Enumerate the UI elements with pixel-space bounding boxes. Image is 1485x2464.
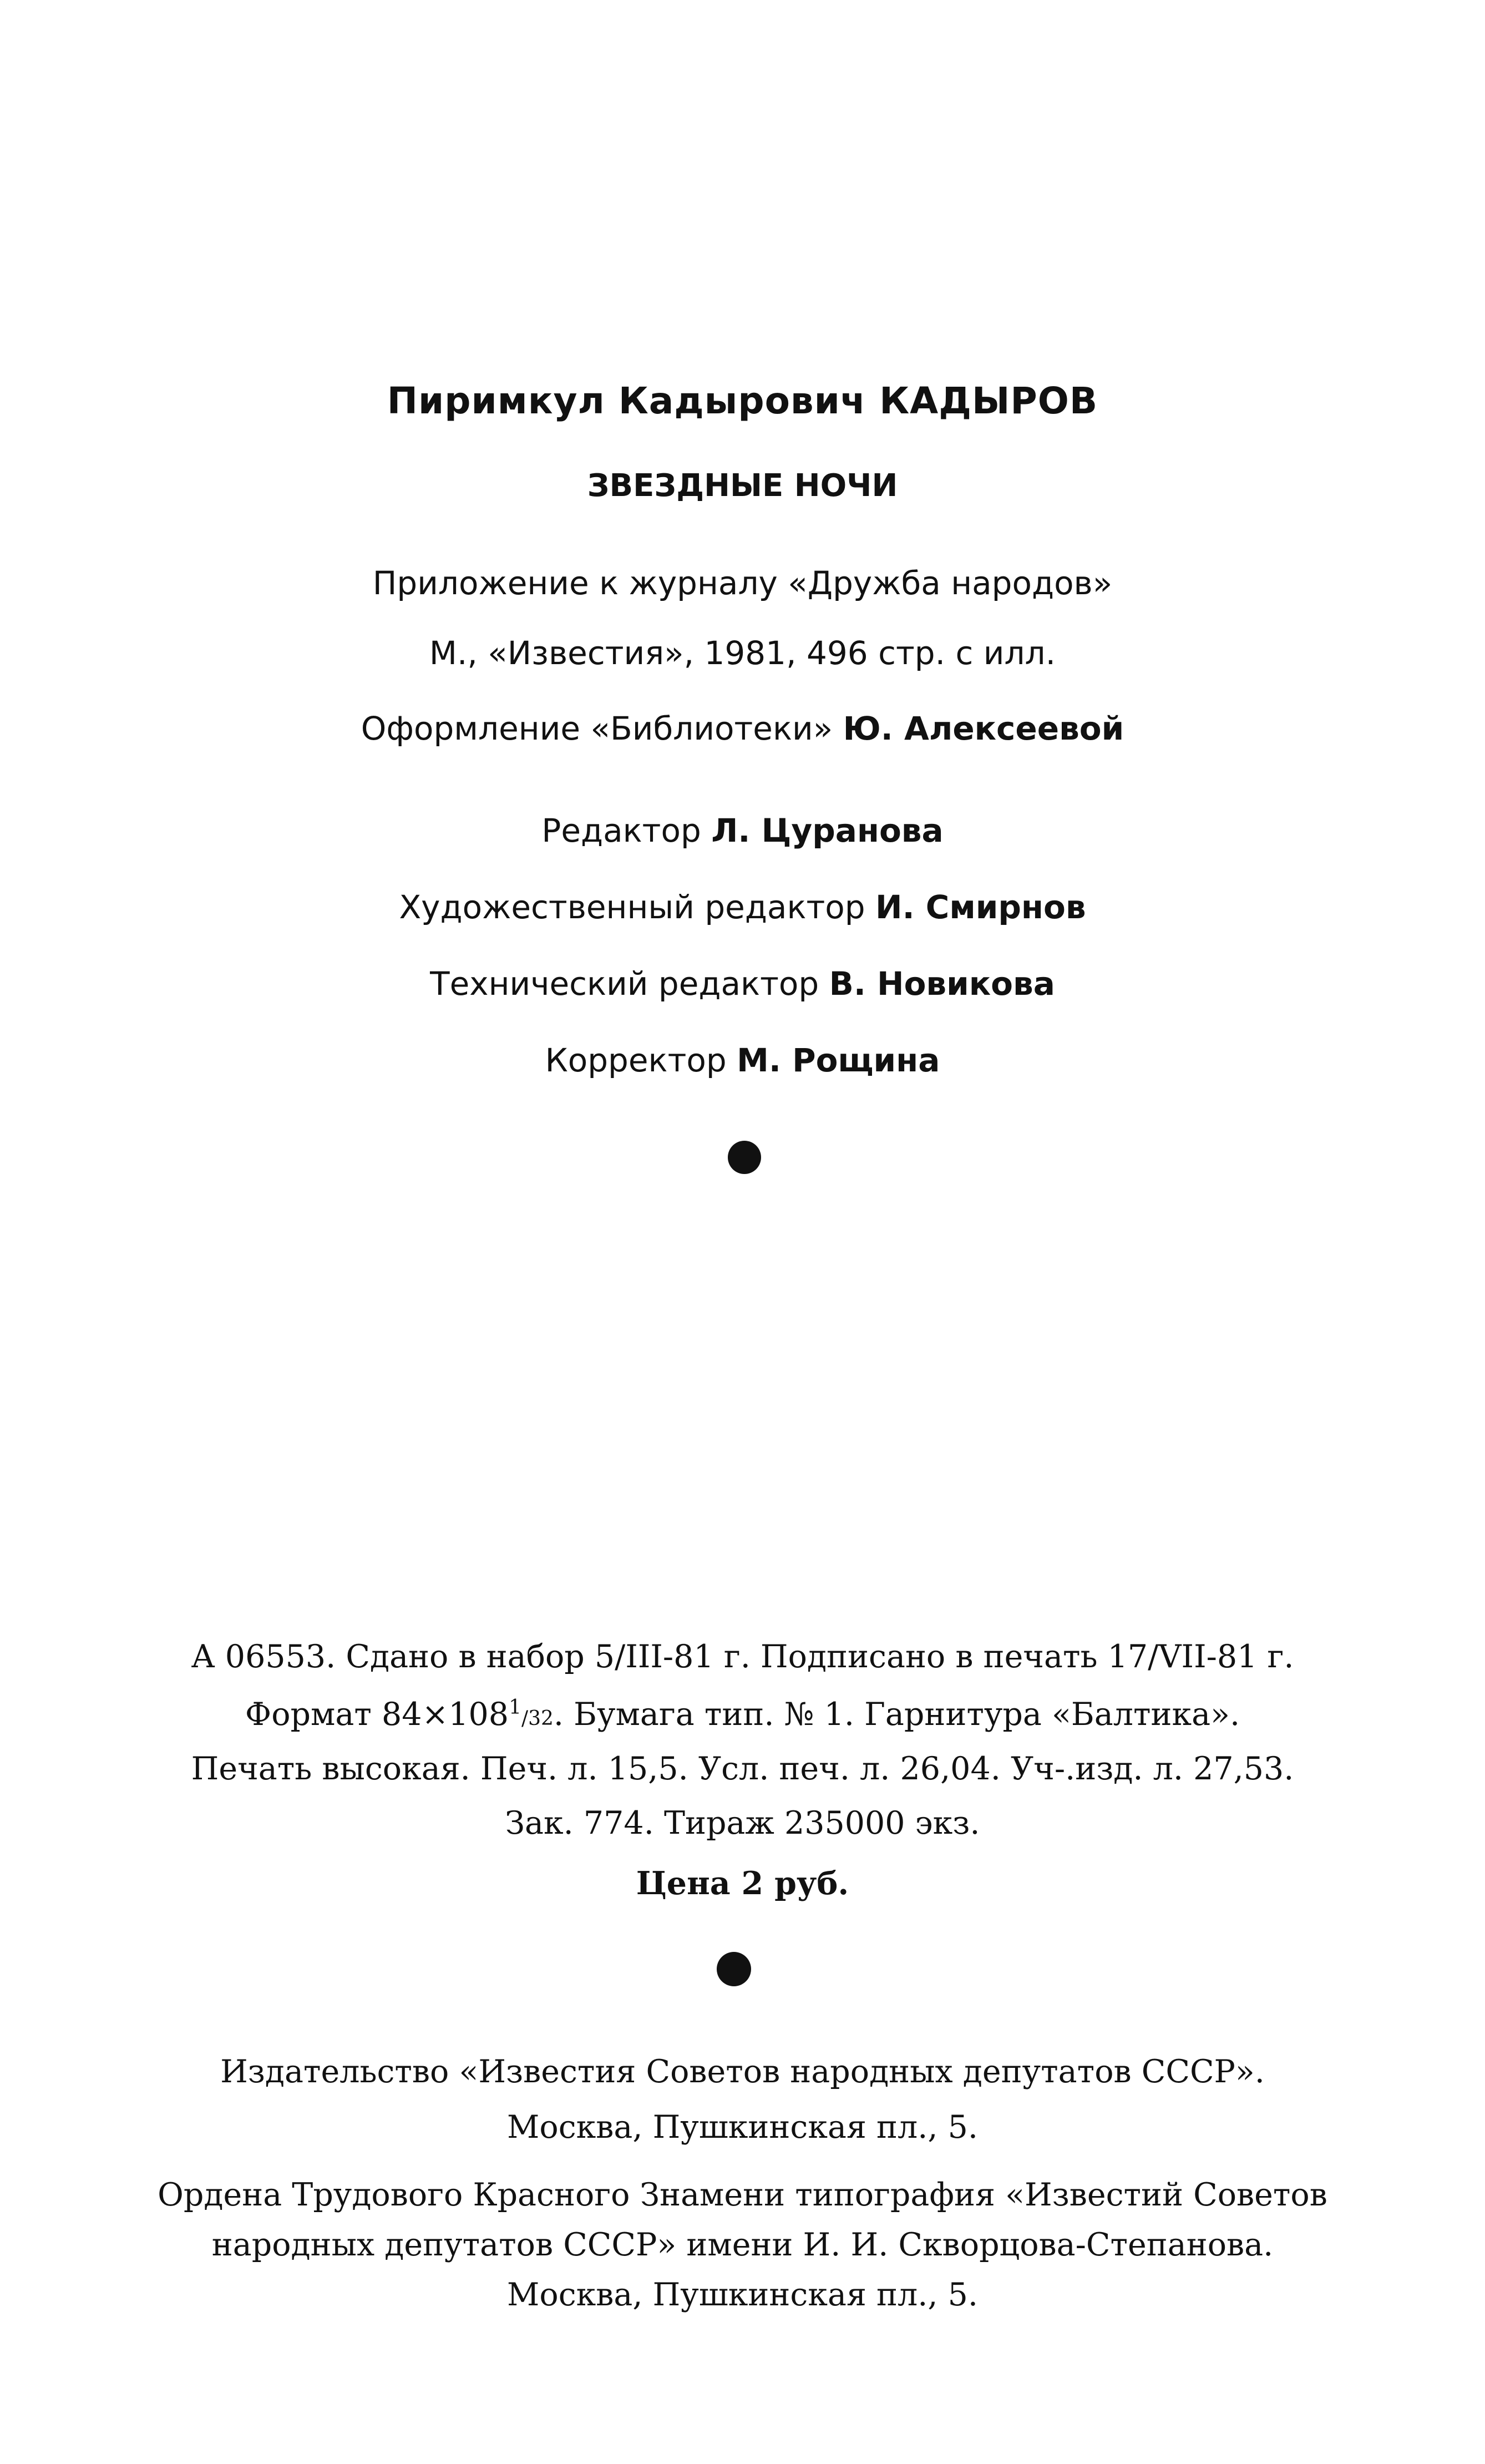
supplement-note: Приложение к журналу «Дружба народов» <box>372 564 1113 602</box>
design-credit <box>0 712 1485 745</box>
imprint-format-numerator: 1 <box>509 1696 521 1719</box>
imprint-format: Формат 84×108 <box>245 1696 509 1733</box>
design-name: Ю. Алексеевой <box>843 710 1124 747</box>
credit-role: Редактор <box>541 812 701 849</box>
imprint-line-4: Зак. 774. Тираж 235000 экз. <box>505 1805 980 1841</box>
separator-dot-icon <box>717 1952 751 1986</box>
credit-corrector <box>0 1041 1485 1079</box>
credit-role: Корректор <box>545 1041 727 1079</box>
author-surname: КАДЫРОВ <box>879 380 1098 422</box>
credit-role: Технический редактор <box>430 965 819 1003</box>
printer-line-3: Москва, Пушкинская пл., 5. <box>507 2276 978 2313</box>
credit-editor <box>0 814 1485 847</box>
author-line <box>0 380 1485 422</box>
author-name: Пиримкул Кадырович <box>387 380 866 422</box>
printer-line-1: Ордена Трудового Красного Знамени типография «Известий Советов <box>158 2177 1327 2213</box>
publisher-line-2: Москва, Пушкинская пл., 5. <box>507 2109 978 2146</box>
imprint-paper: . Бумага тип. № 1. Гарнитура «Балтика». <box>553 1696 1240 1733</box>
credit-name: М. Рощина <box>737 1041 940 1079</box>
credit-tech-editor <box>0 965 1485 1003</box>
imprint-line-2 <box>0 1698 1485 1731</box>
price: Цена 2 руб. <box>636 1865 849 1902</box>
separator-dot-icon <box>728 1141 761 1174</box>
book-title: ЗВЕЗДНЫЕ НОЧИ <box>587 468 898 504</box>
credit-art-editor <box>0 888 1485 926</box>
credit-name: В. Новикова <box>829 965 1055 1003</box>
credit-name: И. Смирнов <box>875 888 1086 926</box>
printer-line-2: народных депутатов СССР» имени И. И. Скворцова-Степанова. <box>211 2227 1274 2263</box>
imprint-line-1: А 06553. Сдано в набор 5/III-81 г. Подписано в печать 17/VII-81 г. <box>191 1638 1294 1675</box>
imprint-format-denominator: /32 <box>521 1707 554 1730</box>
credit-role: Художественный редактор <box>399 888 865 926</box>
imprint-line-3: Печать высокая. Печ. л. 15,5. Усл. печ. л. 26,04. Уч-.изд. л. 27,53. <box>191 1750 1294 1787</box>
publisher-line-1: Издательство «Известия Советов народных депутатов СССР». <box>220 2053 1265 2090</box>
publication-info: М., «Известия», 1981, 496 стр. с илл. <box>429 634 1056 672</box>
credit-name: Л. Цуранова <box>711 812 944 849</box>
design-label: Оформление «Библиотеки» <box>361 710 833 747</box>
